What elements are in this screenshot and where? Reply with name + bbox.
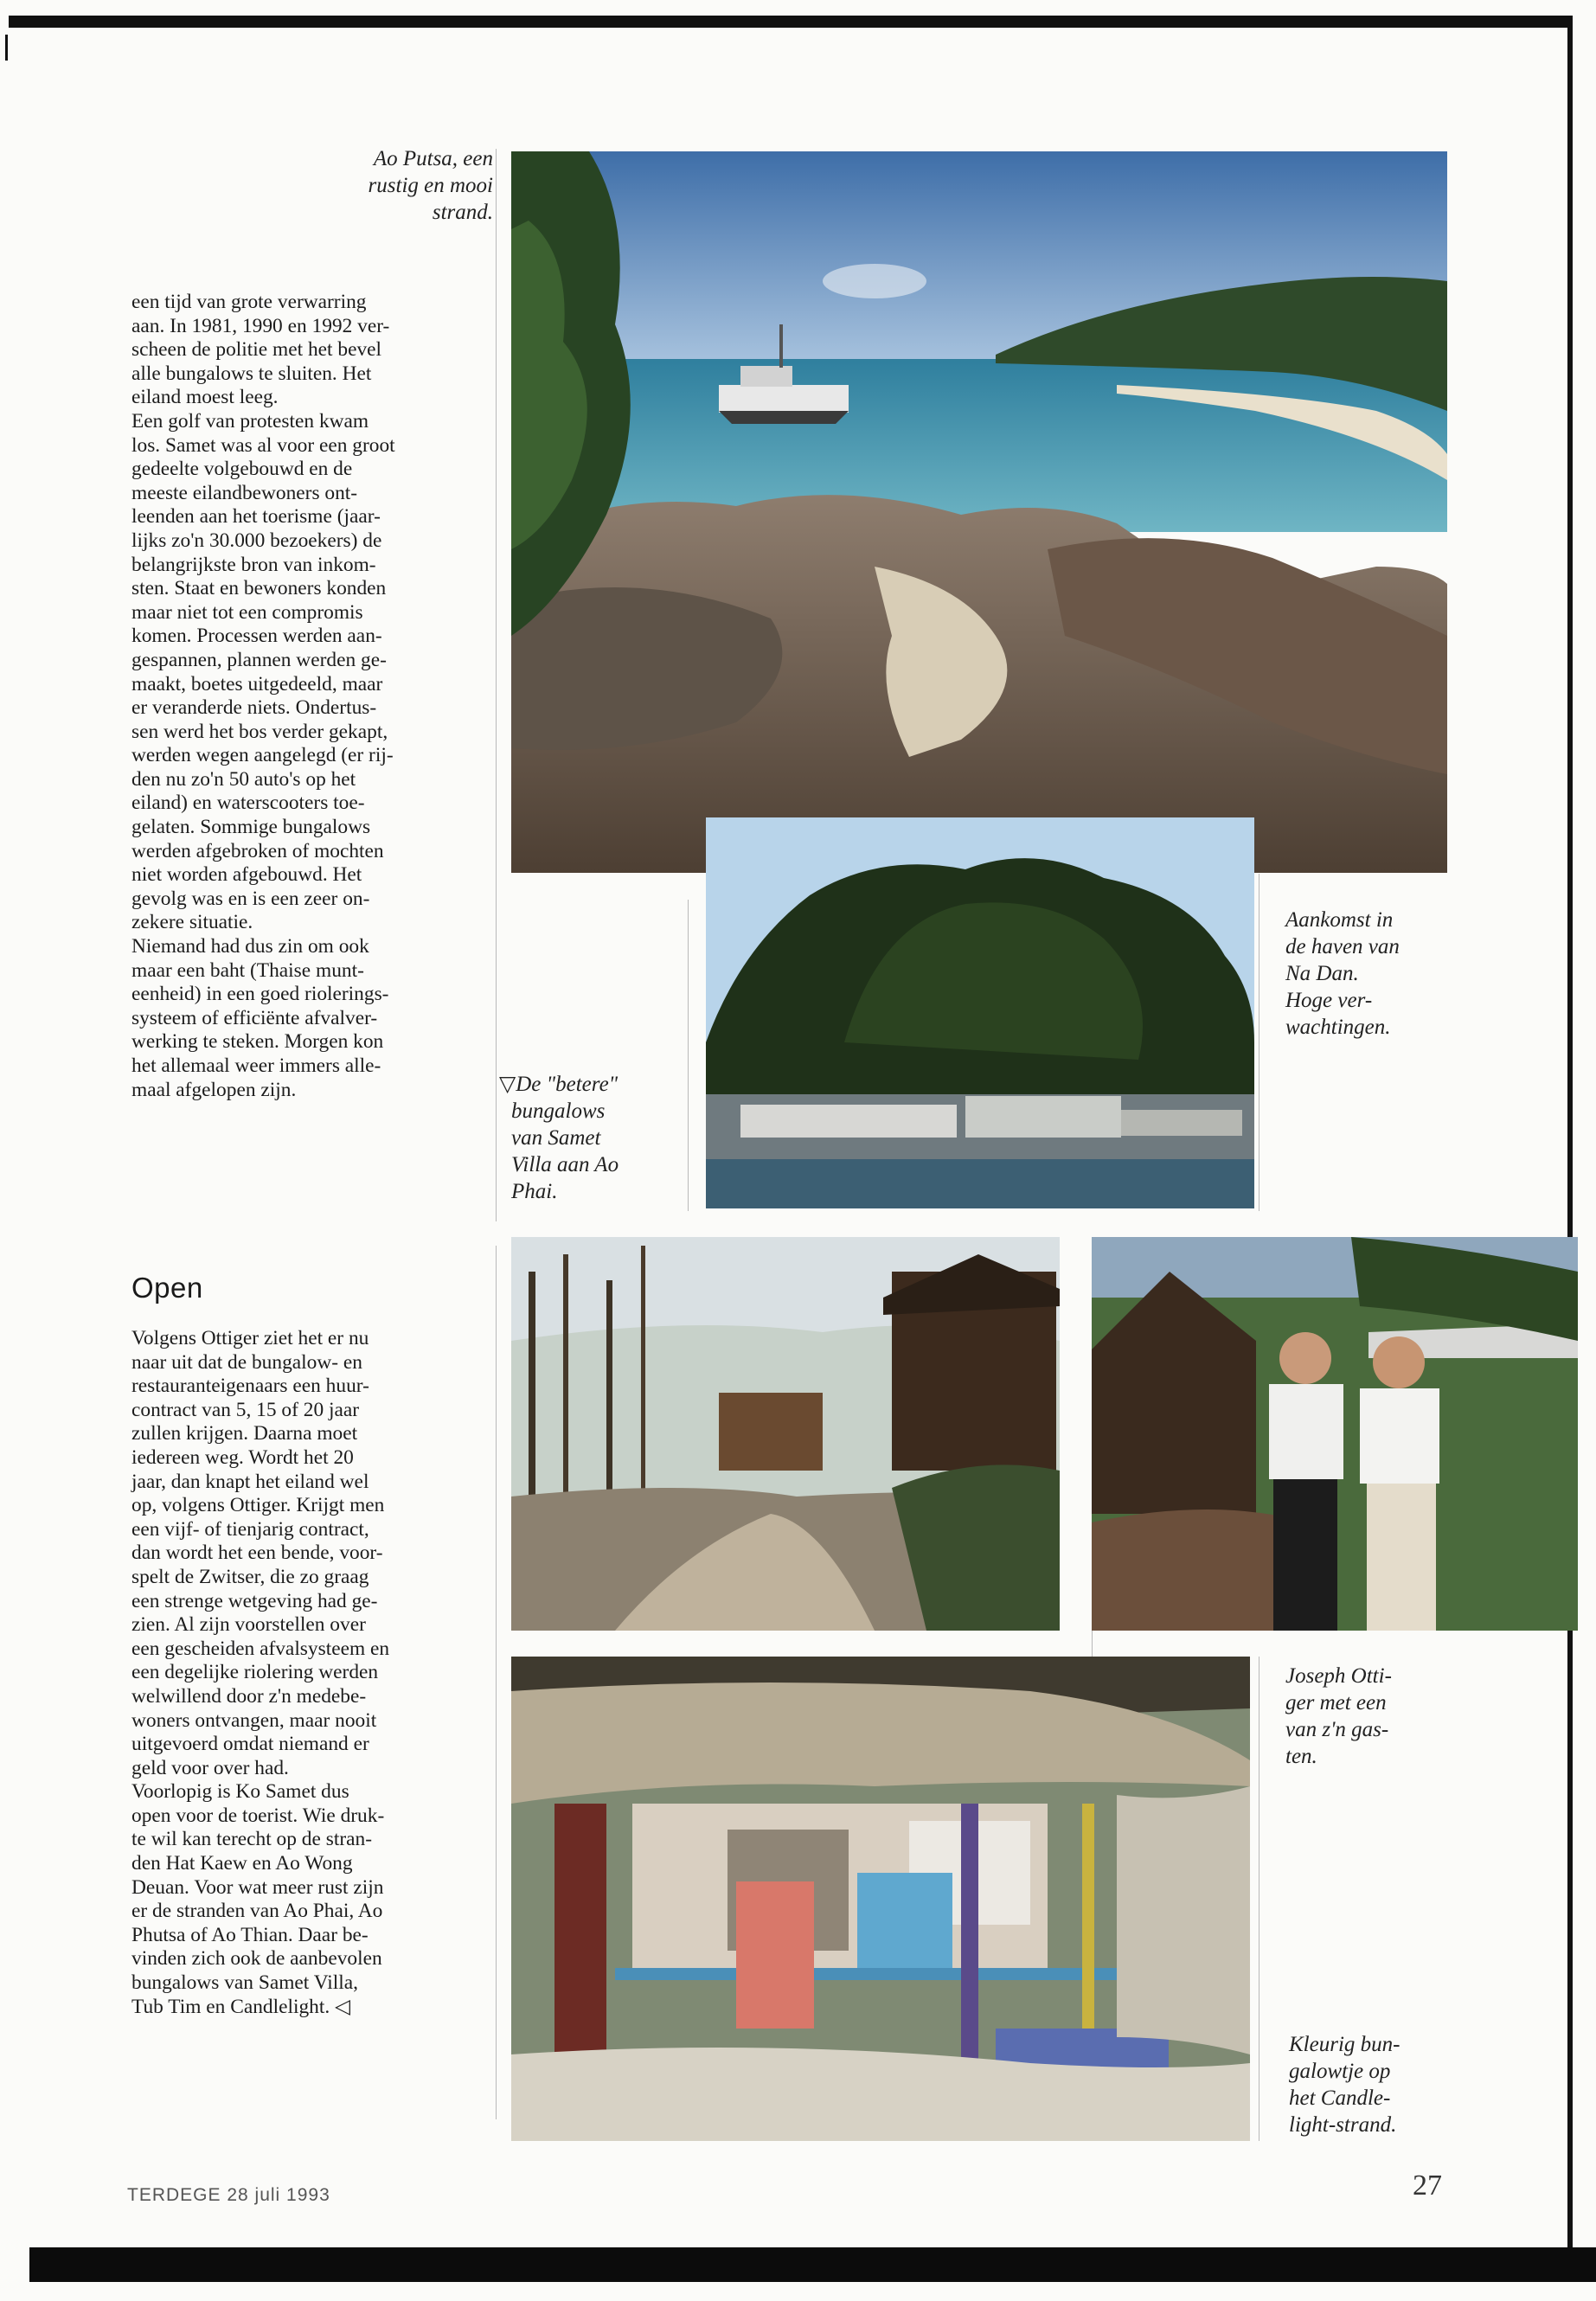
left-edge-mark xyxy=(5,35,8,61)
article-text-section-2 xyxy=(131,1327,465,2019)
text-line: het allemaal weer immers alle- xyxy=(131,1054,381,1077)
text-line: meeste eilandbewoners ont- xyxy=(131,481,358,504)
column-rule xyxy=(688,900,689,1211)
text-line: zullen krijgen. Daarna moet xyxy=(131,1422,358,1445)
text-line: zien. Al zijn voorstellen over xyxy=(131,1613,366,1637)
text-line: gespannen, plannen werden ge- xyxy=(131,648,387,671)
caption-line: wachtingen. xyxy=(1285,1016,1391,1039)
caption-line: bungalows xyxy=(511,1099,606,1123)
caption-line: Phai. xyxy=(511,1180,558,1203)
text-line: vinden zich ook de aanbevolen xyxy=(131,1947,382,1971)
text-line: belangrijkste bron van inkom- xyxy=(131,553,376,576)
text-line: maar niet tot een compromis xyxy=(131,600,363,624)
text-line: contract van 5, 15 of 20 jaar xyxy=(131,1398,360,1421)
text-line: een strenge wetgeving had ge- xyxy=(131,1589,378,1612)
text-line: sen werd het bos verder gekapt, xyxy=(131,720,388,743)
text-line: alle bungalows te sluiten. Het xyxy=(131,362,372,385)
caption-line: Villa aan Ao xyxy=(511,1153,619,1176)
text-line: er veranderde niets. Ondertus- xyxy=(131,696,377,720)
photo-na-dan-harbour xyxy=(706,817,1254,1208)
text-line: op, volgens Ottiger. Krijgt men xyxy=(131,1494,385,1517)
text-line: geld voor over had. xyxy=(131,1756,289,1779)
text-line: zekere situatie. xyxy=(131,911,253,934)
caption-line: Na Dan. xyxy=(1285,962,1359,985)
page-number: 27 xyxy=(1413,2170,1442,2202)
text-line: den nu zo'n 50 auto's op het xyxy=(131,767,356,791)
text-line: er de stranden van Ao Phai, Ao xyxy=(131,1900,383,1923)
text-line: sten. Staat en bewoners konden xyxy=(131,577,387,600)
caption-line: de haven van xyxy=(1285,935,1400,958)
caption-line: Aankomst in xyxy=(1285,908,1394,932)
text-line: woners ontvangen, maar nooit xyxy=(131,1708,377,1732)
text-line: gelaten. Sommige bungalows xyxy=(131,816,371,839)
text-line: los. Samet was al voor een groot xyxy=(131,433,395,457)
caption-line: Hoge ver- xyxy=(1285,989,1373,1012)
caption-line: ger met een xyxy=(1285,1691,1387,1715)
text-line: niet worden afgebouwd. Het xyxy=(131,863,362,887)
caption-kleurig-bungalowtje xyxy=(1289,2031,1497,2138)
text-line: te wil kan terecht op de stran- xyxy=(131,1828,372,1851)
column-rule xyxy=(496,1246,497,2119)
caption-line: strand. xyxy=(432,201,493,224)
photo-ao-putsa-beach xyxy=(511,151,1447,873)
text-line: eenheid) in een goed riolerings- xyxy=(131,983,389,1006)
text-line: werden wegen aangelegd (er rij- xyxy=(131,744,394,767)
caption-line: van z'n gas- xyxy=(1285,1718,1389,1741)
caption-line: ▽De "betere" xyxy=(499,1073,619,1096)
text-line: Phutsa of Ao Thian. Daar be- xyxy=(131,1923,369,1946)
caption-ao-putsa xyxy=(285,145,493,226)
text-line: open voor de toerist. Wie druk- xyxy=(131,1804,385,1827)
text-line: dan wordt het een bende, voor- xyxy=(131,1541,383,1565)
text-line: Tub Tim en Candlelight. ◁ xyxy=(131,1995,351,2018)
text-line: eiland) en waterscooters toe- xyxy=(131,792,365,815)
text-line: maakt, boetes uitgedeeld, maar xyxy=(131,672,383,695)
caption-line: rustig en mooi xyxy=(368,174,493,197)
text-line: Voorlopig is Ko Samet dus xyxy=(131,1780,349,1804)
text-line: een tijd van grote verwarring xyxy=(131,291,367,313)
text-line: welwillend door z'n medebe- xyxy=(131,1684,367,1708)
article-text-section-1 xyxy=(131,291,465,1102)
caption-samet-villa-bungalows xyxy=(499,1071,681,1205)
caption-line: van Samet xyxy=(511,1126,601,1150)
text-line: jaar, dan knapt het eiland wel xyxy=(131,1470,369,1493)
text-line: uitgevoerd omdat niemand er xyxy=(131,1733,369,1756)
text-line: naar uit dat de bungalow- en xyxy=(131,1350,362,1374)
text-line: leenden aan het toerisme (jaar- xyxy=(131,505,381,529)
text-line: werking te steken. Morgen kon xyxy=(131,1030,384,1054)
text-line: een degelijke riolering werden xyxy=(131,1661,379,1684)
section-heading-open: Open xyxy=(131,1272,203,1304)
top-border xyxy=(9,16,1573,28)
caption-line: light-strand. xyxy=(1289,2113,1397,2137)
text-line: een vijf- of tienjarig contract, xyxy=(131,1517,369,1541)
text-line: gevolg was en is een zeer on- xyxy=(131,887,370,910)
text-line: scheen de politie met het bevel xyxy=(131,338,382,362)
column-rule xyxy=(496,149,497,1221)
text-line: komen. Processen werden aan- xyxy=(131,625,382,648)
text-line: maal afgelopen zijn. xyxy=(131,1078,297,1101)
right-border xyxy=(1567,16,1573,2247)
text-line: iedereen weg. Wordt het 20 xyxy=(131,1445,354,1469)
text-line: lijks zo'n 30.000 bezoekers) de xyxy=(131,529,382,552)
bottom-border xyxy=(29,2247,1596,2282)
text-line: maar een baht (Thaise munt- xyxy=(131,958,364,982)
text-line: een gescheiden afvalsysteem en xyxy=(131,1637,390,1660)
text-line: Deuan. Voor wat meer rust zijn xyxy=(131,1875,384,1899)
caption-aankomst-na-dan xyxy=(1285,907,1493,1041)
caption-line: galowtje op xyxy=(1289,2060,1391,2083)
text-line: bungalows van Samet Villa, xyxy=(131,1971,358,1995)
caption-line: Kleurig bun- xyxy=(1289,2033,1401,2056)
text-line: Een golf van protesten kwam xyxy=(131,409,369,433)
photo-joseph-ottiger-with-guest xyxy=(1092,1237,1578,1631)
text-line: restauranteigenaars een huur- xyxy=(131,1375,369,1398)
text-line: spelt de Zwitser, die zo graag xyxy=(131,1565,369,1588)
caption-line: het Candle- xyxy=(1289,2086,1391,2110)
caption-joseph-ottiger xyxy=(1285,1663,1493,1770)
caption-line: Ao Putsa, een xyxy=(373,147,493,170)
text-line: den Hat Kaew en Ao Wong xyxy=(131,1852,353,1875)
text-line: Niemand had dus zin om ook xyxy=(131,935,369,958)
photo-candlelight-bungalow xyxy=(511,1657,1250,2141)
footer-publication: TERDEGE 28 juli 1993 xyxy=(127,2185,330,2205)
text-line: systeem of efficiënte afvalver- xyxy=(131,1006,378,1029)
text-line: aan. In 1981, 1990 en 1992 ver- xyxy=(131,314,390,337)
caption-line: Joseph Otti- xyxy=(1285,1664,1392,1688)
text-line: Volgens Ottiger ziet het er nu xyxy=(131,1327,369,1349)
photo-samet-villa-bungalows xyxy=(511,1237,1060,1631)
text-line: eiland moest leeg. xyxy=(131,386,279,409)
text-line: werden afgebroken of mochten xyxy=(131,839,384,862)
text-line: gedeelte volgebouwd en de xyxy=(131,458,353,481)
caption-line: ten. xyxy=(1285,1745,1317,1768)
